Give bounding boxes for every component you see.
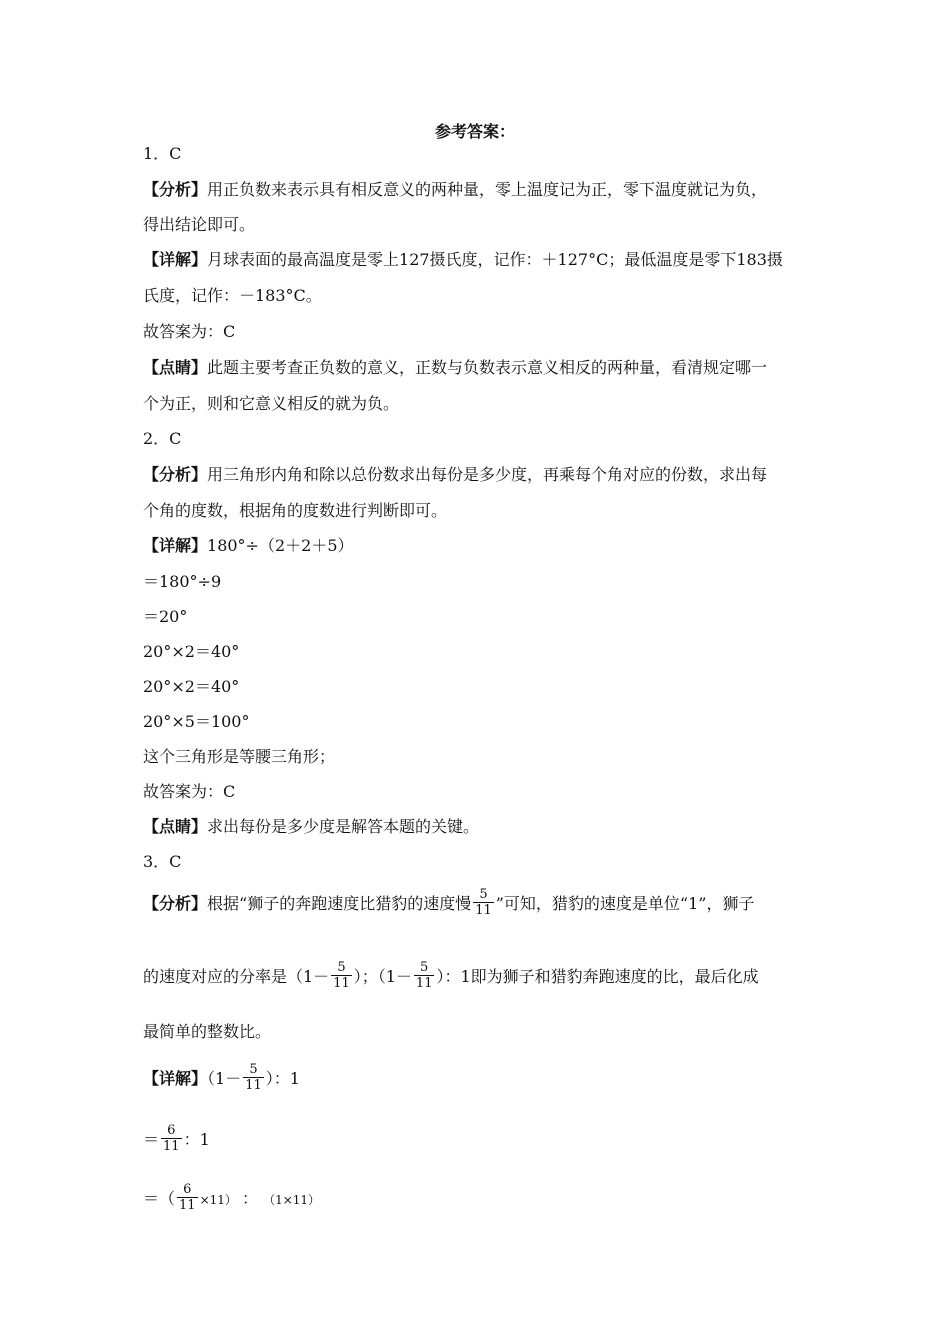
q3-step2-open: ＝（ (143, 1189, 176, 1208)
fraction-six-elevenths (161, 1123, 182, 1154)
q1-answer: 故答案为：C (143, 322, 236, 341)
q2-analysis-text: 用三角形内角和除以总份数求出每份是多少度，再乘每个角对应的份数，求出每 (207, 465, 768, 484)
detail-tag: 【详解】 (143, 250, 208, 269)
fraction-numerator: 5 (420, 960, 429, 975)
fraction-numerator: 5 (479, 887, 488, 902)
q1-comment-text: 此题主要考查正负数的意义，正数与负数表示意义相反的两种量，看清规定哪一 (207, 358, 768, 377)
q2-detail-line1 (143, 535, 354, 557)
q2-conclusion: 这个三角形是等腰三角形； (143, 747, 336, 766)
q3-analysis-line2 (143, 962, 759, 993)
q3-line2-text-c: ）：1即为狮子和猎豹奔跑速度的比，最后化成 (436, 967, 759, 986)
detail-tag: 【详解】 (143, 536, 208, 555)
q1-detail-line1 (143, 249, 783, 271)
q1-detail-line2: 氏度，记作：－183°C。 (143, 286, 322, 305)
q2-analysis-line1 (143, 464, 767, 486)
q1-analysis-text: 用正负数来表示具有相反意义的两种量，零上温度记为正，零下温度就记为负， (207, 180, 768, 199)
q1-number: 1．C (143, 144, 182, 163)
fraction-numerator: 5 (249, 1062, 258, 1077)
analysis-tag: 【分析】 (143, 180, 208, 199)
q2-analysis-line2: 个角的度数，根据角的度数进行判断即可。 (143, 501, 448, 520)
q1-comment-line1 (143, 357, 767, 379)
analysis-tag: 【分析】 (143, 465, 208, 484)
q3-step2 (143, 1184, 320, 1215)
q3-line2-text-b: ）；（1－ (353, 967, 412, 986)
fraction-numerator: 6 (183, 1182, 192, 1197)
q2-step: 20°×5＝100° (143, 712, 250, 731)
q2-step: 20°×2＝40° (143, 677, 240, 696)
q3-step2-right: （1×11） (263, 1193, 321, 1207)
fraction-five-elevenths (243, 1062, 264, 1093)
q2-comment-line (143, 816, 479, 838)
fraction-numerator: 6 (167, 1123, 176, 1138)
fraction-five-elevenths (331, 960, 352, 991)
analysis-tag: 【分析】 (143, 894, 208, 913)
q3-analysis-line1 (143, 889, 754, 920)
fraction-five-elevenths (414, 960, 435, 991)
detail-tag: 【详解】 (143, 1069, 208, 1088)
q3-step2-colon: ： (241, 1189, 258, 1208)
q1-analysis-line1 (143, 179, 767, 201)
q3-number: 3．C (143, 852, 182, 871)
q3-line2-text-a: 的速度对应的分率是（1－ (143, 967, 330, 986)
fraction-denominator: 11 (179, 1198, 196, 1213)
q3-step1-equals: ＝ (143, 1130, 160, 1149)
q3-analysis-text-a: 根据“狮子的奔跑速度比猎豹的速度慢 (207, 894, 472, 913)
q3-analysis-text-b: ”可知，猎豹的速度是单位“1”，狮子 (495, 894, 755, 913)
q1-analysis-line2: 得出结论即可。 (143, 215, 256, 234)
fraction-denominator: 11 (333, 976, 350, 991)
q3-detail-text-b: ）：1 (265, 1069, 300, 1088)
comment-tag: 【点睛】 (143, 358, 208, 377)
q3-step1 (143, 1125, 210, 1156)
q2-answer: 故答案为：C (143, 782, 236, 801)
q1-comment-line2: 个为正，则和它意义相反的就为负。 (143, 394, 400, 413)
q3-step2-times: ×11） (199, 1193, 237, 1207)
q2-step: 20°×2＝40° (143, 642, 240, 661)
q2-step: ＝180°÷9 (143, 572, 222, 591)
q3-analysis-line3: 最简单的整数比。 (143, 1022, 272, 1041)
q3-detail-text-a: （1－ (207, 1069, 242, 1088)
page-title: 参考答案： (434, 122, 515, 141)
fraction-denominator: 11 (475, 903, 492, 918)
q3-step1-ratio: ：1 (183, 1130, 210, 1149)
fraction-numerator: 5 (337, 960, 346, 975)
q2-comment-text: 求出每份是多少度是解答本题的关键。 (207, 817, 480, 836)
fraction-denominator: 11 (245, 1078, 262, 1093)
q2-step: ＝20° (143, 607, 188, 626)
q3-detail-line (143, 1064, 300, 1095)
fraction-denominator: 11 (163, 1139, 180, 1154)
q2-detail-text: 180°÷（2＋2＋5） (207, 536, 354, 555)
q1-detail-text: 月球表面的最高温度是零上127摄氏度，记作：＋127°C；最低温度是零下183摄 (207, 250, 783, 269)
q2-number: 2．C (143, 429, 182, 448)
fraction-denominator: 11 (415, 976, 433, 991)
fraction-six-elevenths (177, 1182, 198, 1213)
fraction-five-elevenths (473, 887, 494, 918)
comment-tag: 【点睛】 (143, 817, 208, 836)
